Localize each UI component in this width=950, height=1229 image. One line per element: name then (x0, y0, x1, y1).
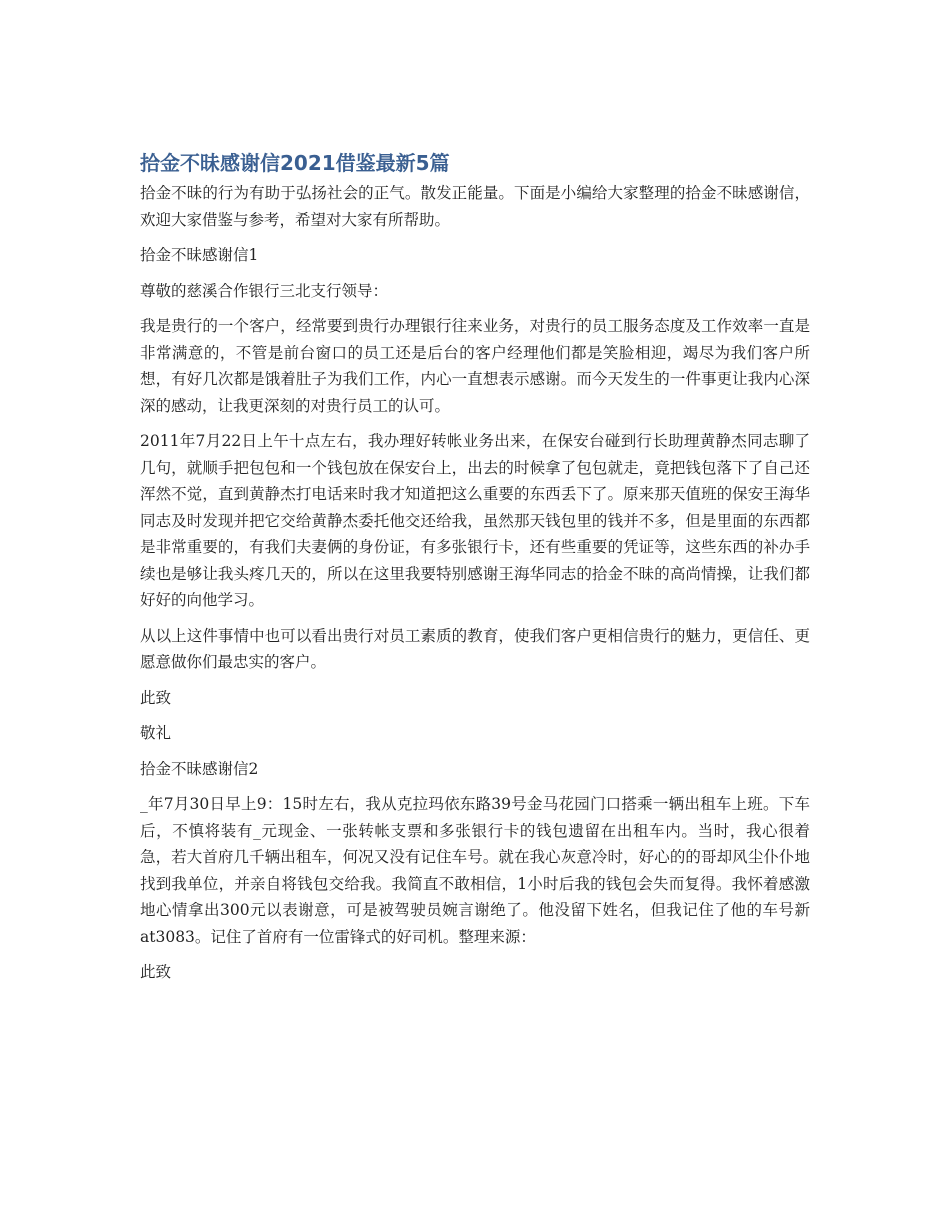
letter-2-paragraph-1: _年7月30日早上9：15时左右，我从克拉玛依东路39号金马花园门口搭乘一辆出租车上班。下车后，不慎将装有_元现金、一张转帐支票和多张银行卡的钱包遗留在出租车内。当时，我心很着急，若大首府几千辆出租车，何况又没有记住车号。就在我心灰意冷时，好心的的哥却风尘仆仆地找到我单位，并亲自将钱包交给我。我简直不敢相信，1小时后我的钱包会失而复得。我怀着感激地心情拿出300元以表谢意，可是被驾驶员婉言谢绝了。他没留下姓名，但我记住了他的车号新at3083。记住了首府有一位雷锋式的好司机。整理来源： (140, 795, 810, 946)
intro-paragraph: 拾金不昧的行为有助于弘扬社会的正气。散发正能量。下面是小编给大家整理的拾金不昧感谢信，欢迎大家借鉴与参考，希望对大家有所帮助。 (140, 184, 810, 229)
letter-1-closing-1: 此致 (140, 688, 172, 707)
letter-1-paragraph-2: 2011年7月22日上午十点左右，我办理好转帐业务出来，在保安台碰到行长助理黄静杰同志聊了几句，就顺手把包包和一个钱包放在保安台上，出去的时候拿了包包就走，竟把钱包落下了自己还浑然不觉，直到黄静杰打电话来时我才知道把这么重要的东西丢下了。原来那天值班的保安王海华同志及时发现并把它交给黄静杰委托他交还给我，虽然那天钱包里的钱并不多，但是里面的东西都是非常重要的，有我们夫妻俩的身份证，有多张银行卡，还有些重要的凭证等，这些东西的补办手续也是够让我头疼几天的，所以在这里我要特别感谢王海华同志的拾金不昧的高尚情操，让我们都好好的向他学习。 (140, 432, 810, 609)
document-title: 拾金不昧感谢信2021借鉴最新5篇 (140, 151, 450, 175)
letter-1-salutation: 尊敬的慈溪合作银行三北支行领导： (140, 281, 389, 300)
letter-2-heading: 拾金不昧感谢信2 (140, 759, 259, 778)
letter-1-closing-2: 敬礼 (140, 724, 172, 742)
letter-1-heading: 拾金不昧感谢信1 (140, 246, 259, 264)
document-page (140, 148, 810, 995)
letter-1-paragraph-3: 从以上这件事情中也可以看出贵行对员工素质的教育，使我们客户更相信贵行的魅力，更信任、更愿意做你们最忠实的客户。 (140, 626, 810, 671)
letter-2-closing-1: 此致 (140, 963, 172, 981)
letter-1-paragraph-1: 我是贵行的一个客户，经常要到贵行办理银行往来业务，对贵行的员工服务态度及工作效率一直是非常满意的，不管是前台窗口的员工还是后台的客户经理他们都是笑脸相迎，竭尽为我们客户所想，有好几次都是饿着肚子为我们工作，内心一直想表示感谢。而今天发生的一件事更让我内心深深的感动，让我更深刻的对贵行员工的认可。 (140, 317, 810, 415)
